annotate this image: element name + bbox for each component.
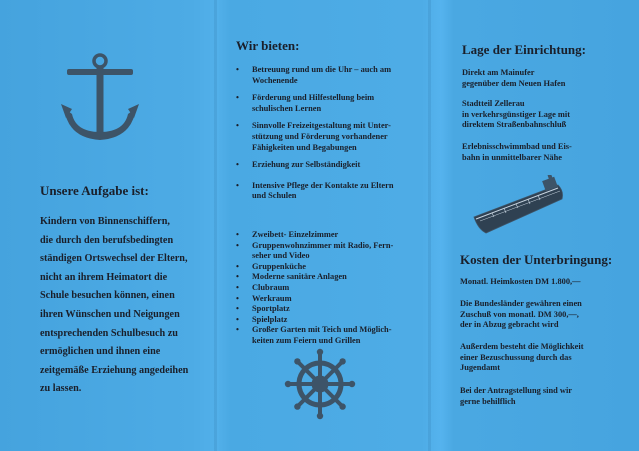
bullet: •	[236, 93, 239, 103]
list-item: • Gruppenwohnzimmer mit Radio, Fern- seher und Video	[236, 240, 394, 261]
list-item: • Spielplatz	[236, 314, 288, 324]
offer-list-facilities	[236, 230, 424, 347]
text-line: entsprechenden Schulbesuch zu	[40, 327, 178, 339]
bullet: •	[236, 180, 239, 190]
text-line: ermöglichen und ihnen eine	[40, 346, 161, 358]
fold-line-right	[428, 0, 431, 451]
location-heading: Lage der Einrichtung:	[462, 42, 586, 57]
list-item: • Clubraum	[236, 282, 290, 292]
list-item: • Werkraum	[236, 293, 292, 303]
cargo-ship-icon	[472, 175, 570, 237]
costs-block-2: Die Bundesländer gewähren einen Zuschuß von monatl. DM 300,—, der in Abzug gebracht wird	[460, 299, 582, 329]
list-item: • Erziehung zur Selbständigkeit	[236, 160, 361, 170]
list-item: • Sportplatz	[236, 304, 290, 314]
mission-heading: Unsere Aufgabe ist:	[40, 183, 149, 198]
bullet: •	[236, 65, 239, 74]
costs-heading: Kosten der Unterbringung:	[460, 252, 613, 267]
costs-block-3: Außerdem besteht die Möglichkeit einer Bezuschussung durch das Jugendamt	[460, 342, 584, 372]
mission-paragraph	[40, 213, 188, 399]
list-item: • Zweibett- Einzelzimmer	[236, 230, 339, 239]
costs-block-1: Monatl. Heimkosten DM 1.800,—	[460, 277, 581, 286]
location-block-2: Stadtteil Zellerau in verkehrsgünstiger Lage mit direktem Straßenbahnschluß	[462, 99, 571, 129]
list-item: • Moderne sanitäre Anlagen	[236, 272, 347, 282]
bullet: •	[236, 121, 239, 131]
text-line: ständigen Ortswechsel der Eltern,	[40, 253, 188, 265]
text-line: Kindern von Binnenschiffern,	[40, 216, 170, 227]
anchor-icon	[58, 52, 142, 144]
bullet: •	[236, 160, 239, 170]
location-block-3: Erlebnisschwimmbad und Eis- bahn in unmittelbarer Nähe	[462, 142, 572, 162]
list-item: • Sinnvolle Freizeitgestaltung mit Unter- stützung und Förderung vorhandener Fähigkeiten und Begabungen	[236, 121, 391, 152]
text-line: die durch den berufsbedingten	[40, 234, 174, 246]
list-item: • Betreuung rund um die Uhr – auch am Wochenende	[236, 65, 392, 85]
list-item: • Gruppenküche	[236, 261, 306, 271]
text-line: ihren Wünschen und Neigungen	[40, 308, 180, 320]
text-line: zeitgemäße Erziehung angedeihen	[40, 364, 189, 376]
ship-wheel-icon	[284, 348, 356, 420]
list-item: • Großer Garten mit Teich und Möglich- keiten zum Feiern und Grillen	[236, 325, 392, 345]
text-line: Schule besuchen können, einen	[40, 290, 175, 302]
text-line: nicht an ihrem Heimatort die	[40, 271, 168, 283]
offer-list-services	[236, 65, 424, 202]
list-item: • Förderung und Hilfestellung beim schulischen Lernen	[236, 93, 375, 113]
offer-heading: Wir bieten:	[236, 38, 300, 53]
location-block-1: Direkt am Mainufer gegenüber dem Neuen Hafen	[462, 68, 566, 88]
left-panel	[0, 0, 214, 451]
list-item: • Intensive Pflege der Kontakte zu Eltern und Schulen	[236, 180, 394, 201]
costs-block-4: Bei der Antragstellung sind wir gerne behilflich	[460, 386, 572, 406]
text-line: zu lassen.	[40, 383, 82, 395]
middle-panel	[216, 0, 426, 451]
right-panel	[432, 0, 639, 451]
